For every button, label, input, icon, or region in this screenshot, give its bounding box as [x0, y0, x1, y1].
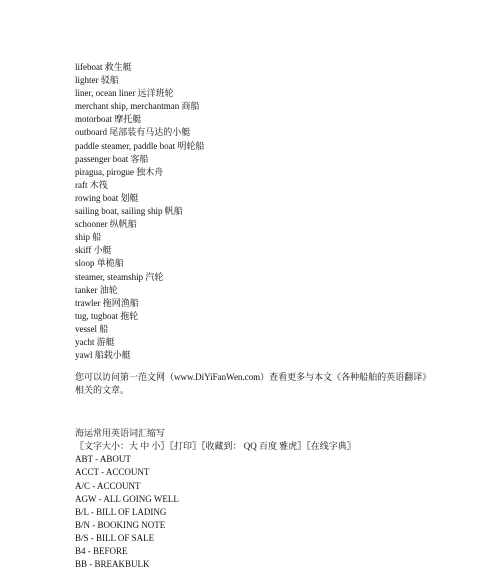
vocab-item: sloop 单桅船	[75, 258, 124, 269]
vocab-item: rowing boat 划艇	[75, 192, 139, 203]
vocab-item: yacht 游艇	[75, 336, 115, 347]
vocab-item: paddle steamer, paddle boat 明轮船	[75, 140, 205, 151]
abbreviation-item: A/C - ACCOUNT	[75, 480, 141, 491]
visit-paragraph-line-1[interactable]: 您可以访问第一范文网（www.DiYiFanWen.com）查看更多与本文《各种船舶的英语翻译》	[75, 372, 432, 383]
vocab-list	[75, 61, 485, 362]
abbreviation-item: AGW - ALL GOING WELL	[75, 493, 179, 504]
visit-paragraph	[75, 371, 432, 397]
abbreviation-item: BB - BREAKBULK	[75, 559, 150, 570]
vocab-item: skiff 小艇	[75, 245, 112, 256]
abbreviation-item: ABT - ABOUT	[75, 454, 131, 465]
vocab-item: schooner 纵帆船	[75, 219, 137, 230]
vocab-item: lifeboat 救生艇	[75, 62, 132, 72]
vocab-item: lighter 驳船	[75, 75, 119, 86]
abbreviation-list	[75, 453, 485, 571]
vocab-item: liner, ocean liner 远洋班轮	[75, 88, 174, 99]
vocab-item: motorboat 摩托艇	[75, 114, 142, 125]
vocab-item: trawler 拖网渔船	[75, 297, 139, 308]
vocab-item: ship 船	[75, 232, 102, 243]
vocab-item: merchant ship, merchantman 商船	[75, 101, 200, 112]
vocab-item: steamer, steamship 汽轮	[75, 271, 164, 282]
vocab-item: outboard 尾部装有马达的小艇	[75, 127, 191, 138]
document-page	[75, 61, 485, 571]
vocab-item: vessel 船	[75, 323, 109, 334]
section-title: 海运常用英语词汇缩写	[75, 428, 166, 439]
vocab-item: passenger boat 客船	[75, 153, 149, 164]
vocab-item: sailing boat, sailing ship 帆船	[75, 206, 183, 217]
abbreviation-item: ACCT - ACCOUNT	[75, 467, 150, 478]
abbreviation-item: B/N - BOOKING NOTE	[75, 519, 166, 530]
vocab-item: yawl 船载小艇	[75, 350, 131, 361]
toolbar-line[interactable]: 〖文字大小：大 中 小〗〖打印〗〖收藏到： QQ 百度 雅虎〗〖在线字典〗	[75, 441, 356, 452]
abbreviation-item: B/L - BILL OF LADING	[75, 506, 167, 517]
vocab-item: tug, tugboat 拖轮	[75, 310, 139, 321]
vocab-item: piragua, pirogue 独木舟	[75, 166, 164, 177]
vocab-item: raft 木筏	[75, 179, 108, 190]
abbreviation-item: B/S - BILL OF SALE	[75, 532, 155, 543]
vocab-item: tanker 油轮	[75, 284, 118, 295]
visit-paragraph-line-2: 相关的文章。	[75, 385, 130, 396]
abbreviation-item: B4 - BEFORE	[75, 546, 128, 556]
